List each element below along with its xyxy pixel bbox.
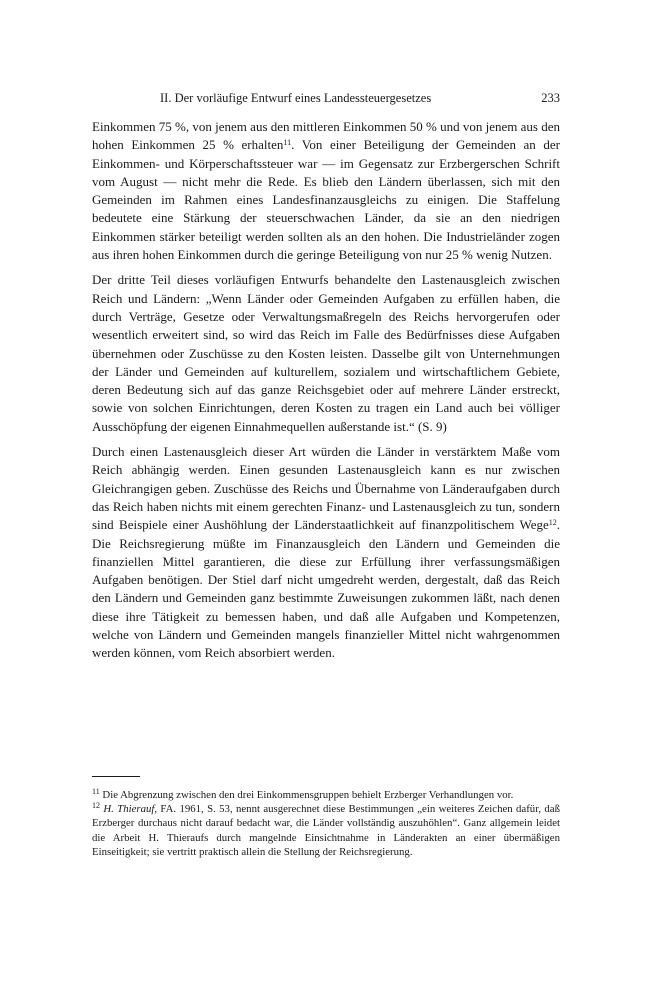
footnote-divider — [92, 776, 140, 777]
footnote-mark: 11 — [92, 787, 100, 796]
page-number: 233 — [541, 91, 560, 105]
footnote-author: H. Thierauf, — [103, 803, 158, 816]
footnote-text: FA. 1961, S. 53, nennt ausgerechnet diese Bestimmungen „ein weiteres Zeichen dafür, daß Erzberger durchaus nicht darauf bedacht war, die Länder vollständig auszuhöhlen“. Ganz allgemein leidet die Arbeit H. Thieraufs durch mangelnde Einsichtnahme in Länderakten an einer übermäßigen Einseitigkeit; sie vertritt praktisch allein die Stellung der Reichsregierung. — [92, 803, 560, 858]
paragraph-text-tail: . Von einer Beteiligung der Gemeinden an der Einkommen- und Körperschaftssteuer war — im Gegensatz zur Erzbergerschen Schrift vom August — nicht mehr die Rede. Es blieb den Ländern überlassen, sich mit den Gemeinden im Rahmen eines Landesfinanzausgleichs zu einigen. Die Staffelung bedeutete eine Stärkung der steuerschwachen Länder, da sie an den niedrigen Einkommen stärker beteiligt werden sollten als an den hohen. Die Industrieländer zogen aus ihren hohen Einkommen durch die geringe Beteiligung von nur 25 % wenig Nutzen. — [92, 137, 560, 263]
footnote-mark: 12 — [92, 801, 100, 811]
footnote-11 — [92, 788, 560, 802]
paragraph-text: Der dritte Teil dieses vorläufigen Entwurfs behandelte den Lastenausgleich zwischen Reich und Ländern: „Wenn Länder oder Gemeinden Aufgaben zu erfüllen haben, die durch Verträge, Gesetze oder Verwaltungsmaßregeln des Reichs hervorgerufen oder wesentlich erweitert sind, so wird das Reich im Falle des Bedürfnisses diese Aufgaben übernehmen oder Zuschüsse zu den Kosten leisten. Dasselbe gilt von Unternehmungen der Länder und Gemeinden auf kulturellem, sozialem und wirtschaftlichem Gebiete, deren Bedeutung sich auf das ganze Reichsgebiet oder auf mehrere Länder erstreckt, sowie von solchen Einrichtungen, deren Kosten zu tragen ein Land auch bei völliger Ausschöpfung der eigenen Einnahmequellen außerstande ist.“ (S. 9) — [92, 272, 560, 434]
footnote-ref-12: 12 — [548, 518, 557, 528]
paragraph-text: Durch einen Lastenausgleich dieser Art würden die Länder in verstärktem Maße vom Reich abhängig werden. Einen gesunden Lastenausgleich kann es nur zwischen Gleichrangigen geben. Zuschüsse des Reichs und Übernahme von Länderaufgaben durch das Reich haben nichts mit einem gerechten Finanz- und Lastenausgleich zu tun, sondern sind Beispiele einer Aushöhlung der Länderstaatlichkeit auf finanzpolitischem Wege — [92, 444, 560, 533]
footnotes — [92, 788, 560, 859]
footnote-12 — [92, 802, 560, 859]
body-text — [92, 118, 560, 663]
footnote-text: Die Abgrenzung zwischen den drei Einkommensgruppen behielt Erzberger Verhandlungen vor. — [102, 789, 514, 801]
footnote-ref-11: 11 — [283, 138, 292, 148]
paragraph-2 — [92, 271, 560, 436]
paragraph-text-tail: . Die Reichsregierung müßte im Finanzausgleich den Ländern und Gemeinden die finanziellen Mittel garantieren, die diese zur Erfüllung ihrer verfassungsmäßigen Aufgaben benötigen. Der Stiel darf nicht umgedreht werden, dergestalt, daß das Reich den Ländern und Gemeinden ganz bestimmte Zuweisungen zukommen läßt, nach denen diese ihre Tätigkeit zu bemessen haben, und daß alle Aufgaben und Kompetenzen, welche von Ländern und Gemeinden mangels finanzieller Mittel nicht wahrgenommen werden können, vom Reich absorbiert werden. — [92, 517, 560, 661]
running-head-title: II. Der vorläufige Entwurf eines Landessteuergesetzes — [160, 91, 432, 105]
paragraph-3 — [92, 443, 560, 663]
paragraph-1 — [92, 118, 560, 264]
paragraph-text: Einkommen 75 %, von jenem aus den mittleren Einkommen 50 % und von jenem aus den hohen Einkommen 25 % erhalten — [92, 119, 560, 153]
